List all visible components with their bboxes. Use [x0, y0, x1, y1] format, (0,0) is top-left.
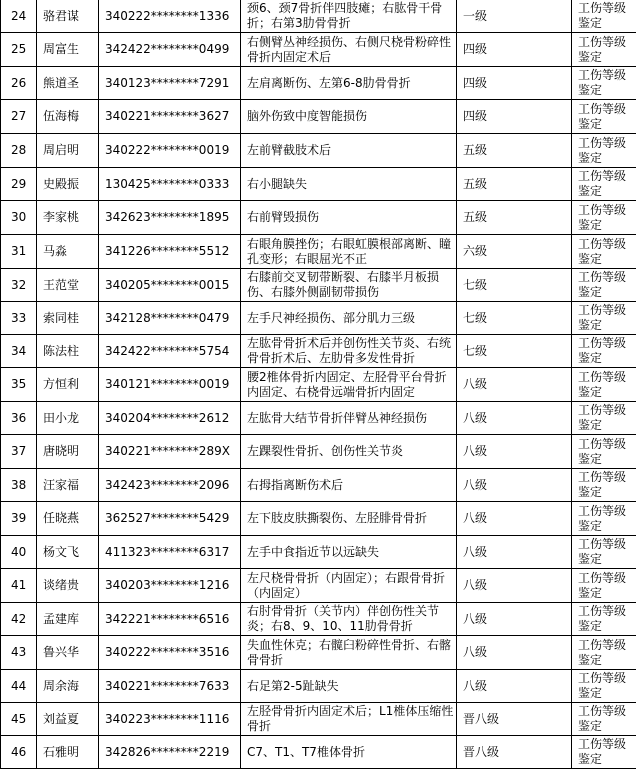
id-number-cell: 340123********7291 — [99, 67, 241, 100]
appraisal-type-cell: 工伤等级鉴定 — [572, 168, 636, 201]
table-row — [1, 368, 636, 402]
injury-cell: 右侧臂丛神经损伤、右侧尺桡骨粉碎性骨折内固定术后 — [241, 33, 457, 67]
injury-cell: 左胫骨骨折内固定术后；L1椎体压缩性骨折 — [241, 703, 457, 736]
appraisal-type-cell: 工伤等级鉴定 — [572, 134, 636, 168]
row-number-cell: 40 — [1, 536, 37, 569]
appraisal-type-cell: 工伤等级鉴定 — [572, 67, 636, 100]
table-row — [1, 100, 636, 134]
row-number-cell: 38 — [1, 469, 37, 502]
grade-cell: 八级 — [457, 402, 572, 435]
injury-cell: 右拇指离断伤术后 — [241, 469, 457, 502]
grade-cell: 一级 — [457, 0, 572, 33]
grade-cell: 六级 — [457, 235, 572, 269]
table-row — [1, 33, 636, 67]
id-number-cell: 342422********0499 — [99, 33, 241, 67]
grade-cell: 五级 — [457, 201, 572, 235]
id-number-cell: 340221********3627 — [99, 100, 241, 134]
id-number-cell: 340204********2612 — [99, 402, 241, 435]
name-cell: 汪家福 — [37, 469, 99, 502]
injury-cell: 左下肢皮肤撕裂伤、左胫腓骨骨折 — [241, 502, 457, 536]
table-row — [1, 235, 636, 269]
appraisal-type-cell: 工伤等级鉴定 — [572, 703, 636, 736]
grade-cell: 八级 — [457, 569, 572, 603]
name-cell: 骆君谋 — [37, 0, 99, 33]
table-row — [1, 201, 636, 235]
table-row — [1, 0, 636, 33]
grade-cell: 八级 — [457, 536, 572, 569]
table-row — [1, 536, 636, 569]
table-row — [1, 134, 636, 168]
table-row — [1, 435, 636, 469]
grade-cell: 八级 — [457, 502, 572, 536]
id-number-cell: 342423********2096 — [99, 469, 241, 502]
name-cell: 方恒利 — [37, 368, 99, 402]
table-row — [1, 67, 636, 100]
row-number-cell: 44 — [1, 670, 37, 703]
table-row — [1, 335, 636, 368]
injury-cell: 失血性休克；右髋臼粉碎性骨折、右髂骨骨折 — [241, 636, 457, 670]
name-cell: 刘益夏 — [37, 703, 99, 736]
injury-cell: 右肘骨骨折（关节内）伴创伤性关节炎；右8、9、10、11肋骨骨折 — [241, 603, 457, 636]
name-cell: 陈法柱 — [37, 335, 99, 368]
grade-cell: 七级 — [457, 335, 572, 368]
id-number-cell: 342128********0479 — [99, 302, 241, 335]
appraisal-type-cell: 工伤等级鉴定 — [572, 201, 636, 235]
row-number-cell: 27 — [1, 100, 37, 134]
injury-cell: 左手中食指近节以远缺失 — [241, 536, 457, 569]
injury-cell: 右足第2-5趾缺失 — [241, 670, 457, 703]
id-number-cell: 340205********0015 — [99, 269, 241, 302]
id-number-cell: 340222********1336 — [99, 0, 241, 33]
appraisal-type-cell: 工伤等级鉴定 — [572, 269, 636, 302]
appraisal-type-cell: 工伤等级鉴定 — [572, 302, 636, 335]
id-number-cell: 340223********1116 — [99, 703, 241, 736]
name-cell: 唐晓明 — [37, 435, 99, 469]
injury-cell: 腰2椎体骨折内固定、左胫骨平台骨折内固定、右桡骨远端骨折内固定 — [241, 368, 457, 402]
row-number-cell: 36 — [1, 402, 37, 435]
appraisal-type-cell: 工伤等级鉴定 — [572, 536, 636, 569]
row-number-cell: 26 — [1, 67, 37, 100]
appraisal-type-cell: 工伤等级鉴定 — [572, 435, 636, 469]
name-cell: 谈绪贵 — [37, 569, 99, 603]
injury-cell: 右小腿缺失 — [241, 168, 457, 201]
row-number-cell: 35 — [1, 368, 37, 402]
id-number-cell: 340221********7633 — [99, 670, 241, 703]
injury-cell: 左肱骨大结节骨折伴臂丛神经损伤 — [241, 402, 457, 435]
appraisal-type-cell: 工伤等级鉴定 — [572, 335, 636, 368]
grade-cell: 八级 — [457, 435, 572, 469]
table-row — [1, 502, 636, 536]
appraisal-type-cell: 工伤等级鉴定 — [572, 502, 636, 536]
name-cell: 任晓燕 — [37, 502, 99, 536]
name-cell: 杨文飞 — [37, 536, 99, 569]
grade-cell: 四级 — [457, 67, 572, 100]
row-number-cell: 45 — [1, 703, 37, 736]
appraisal-type-cell: 工伤等级鉴定 — [572, 235, 636, 269]
injury-cell: 左手尺神经损伤、部分肌力三级 — [241, 302, 457, 335]
appraisal-type-cell: 工伤等级鉴定 — [572, 100, 636, 134]
id-number-cell: 340222********3516 — [99, 636, 241, 670]
appraisal-type-cell: 工伤等级鉴定 — [572, 603, 636, 636]
table-row — [1, 402, 636, 435]
appraisal-type-cell: 工伤等级鉴定 — [572, 0, 636, 33]
id-number-cell: 362527********5429 — [99, 502, 241, 536]
id-number-cell: 130425********0333 — [99, 168, 241, 201]
injury-cell: 右前臂毁损伤 — [241, 201, 457, 235]
injury-cell: C7、T1、T7椎体骨折 — [241, 736, 457, 769]
grade-cell: 五级 — [457, 134, 572, 168]
grade-cell: 八级 — [457, 368, 572, 402]
id-number-cell: 340221********289X — [99, 435, 241, 469]
row-number-cell: 32 — [1, 269, 37, 302]
appraisal-type-cell: 工伤等级鉴定 — [572, 368, 636, 402]
injury-cell: 右膝前交叉韧带断裂、右膝半月板损伤、右膝外侧副韧带损伤 — [241, 269, 457, 302]
appraisal-type-cell: 工伤等级鉴定 — [572, 670, 636, 703]
row-number-cell: 43 — [1, 636, 37, 670]
name-cell: 周富生 — [37, 33, 99, 67]
table-row — [1, 636, 636, 670]
row-number-cell: 24 — [1, 0, 37, 33]
injury-cell: 左尺桡骨骨折（内固定）；右跟骨骨折（内固定） — [241, 569, 457, 603]
row-number-cell: 29 — [1, 168, 37, 201]
appraisal-type-cell: 工伤等级鉴定 — [572, 736, 636, 769]
injury-cell: 右眼角膜挫伤；右眼虹膜根部离断、瞳孔变形；右眼屈光不正 — [241, 235, 457, 269]
appraisal-type-cell: 工伤等级鉴定 — [572, 569, 636, 603]
table-row — [1, 569, 636, 603]
table-row — [1, 703, 636, 736]
injury-cell: 颈6、颈7骨折伴四肢瘫；右肱骨干骨折；右第3肋骨骨折 — [241, 0, 457, 33]
grade-cell: 八级 — [457, 469, 572, 502]
grade-cell: 七级 — [457, 302, 572, 335]
name-cell: 索同桂 — [37, 302, 99, 335]
row-number-cell: 39 — [1, 502, 37, 536]
grade-cell: 八级 — [457, 636, 572, 670]
grade-cell: 四级 — [457, 33, 572, 67]
injury-cell: 左肱骨骨折术后并创伤性关节炎、右统骨骨折术后、左肋骨多发性骨折 — [241, 335, 457, 368]
row-number-cell: 33 — [1, 302, 37, 335]
name-cell: 王范堂 — [37, 269, 99, 302]
row-number-cell: 31 — [1, 235, 37, 269]
grade-cell: 晋八级 — [457, 703, 572, 736]
row-number-cell: 30 — [1, 201, 37, 235]
table-row — [1, 736, 636, 769]
id-number-cell: 342221********6516 — [99, 603, 241, 636]
id-number-cell: 340121********0019 — [99, 368, 241, 402]
id-number-cell: 411323********6317 — [99, 536, 241, 569]
name-cell: 周余海 — [37, 670, 99, 703]
table-row — [1, 670, 636, 703]
name-cell: 周启明 — [37, 134, 99, 168]
name-cell: 李家桃 — [37, 201, 99, 235]
table-row — [1, 302, 636, 335]
row-number-cell: 46 — [1, 736, 37, 769]
appraisal-type-cell: 工伤等级鉴定 — [572, 636, 636, 670]
grade-cell: 四级 — [457, 100, 572, 134]
row-number-cell: 41 — [1, 569, 37, 603]
name-cell: 伍海梅 — [37, 100, 99, 134]
injury-cell: 左前臂截肢术后 — [241, 134, 457, 168]
row-number-cell: 34 — [1, 335, 37, 368]
table-row — [1, 168, 636, 201]
name-cell: 孟建库 — [37, 603, 99, 636]
injury-cell: 脑外伤致中度智能损伤 — [241, 100, 457, 134]
table-row — [1, 603, 636, 636]
id-number-cell: 342623********1895 — [99, 201, 241, 235]
injury-cell: 左肩离断伤、左第6-8肋骨骨折 — [241, 67, 457, 100]
id-number-cell: 342826********2219 — [99, 736, 241, 769]
row-number-cell: 28 — [1, 134, 37, 168]
name-cell: 田小龙 — [37, 402, 99, 435]
id-number-cell: 340222********0019 — [99, 134, 241, 168]
id-number-cell: 340203********1216 — [99, 569, 241, 603]
appraisal-type-cell: 工伤等级鉴定 — [572, 469, 636, 502]
table-body — [1, 0, 636, 769]
grade-cell: 八级 — [457, 670, 572, 703]
grade-cell: 七级 — [457, 269, 572, 302]
grade-cell: 五级 — [457, 168, 572, 201]
id-number-cell: 342422********5754 — [99, 335, 241, 368]
grade-cell: 八级 — [457, 603, 572, 636]
row-number-cell: 37 — [1, 435, 37, 469]
row-number-cell: 42 — [1, 603, 37, 636]
row-number-cell: 25 — [1, 33, 37, 67]
id-number-cell: 341226********5512 — [99, 235, 241, 269]
appraisal-type-cell: 工伤等级鉴定 — [572, 33, 636, 67]
grade-cell: 晋八级 — [457, 736, 572, 769]
name-cell: 史殿振 — [37, 168, 99, 201]
appraisal-type-cell: 工伤等级鉴定 — [572, 402, 636, 435]
name-cell: 马淼 — [37, 235, 99, 269]
table-row — [1, 469, 636, 502]
name-cell: 熊道圣 — [37, 67, 99, 100]
table-row — [1, 269, 636, 302]
injury-cell: 左踝裂性骨折、创伤性关节炎 — [241, 435, 457, 469]
name-cell: 石雅明 — [37, 736, 99, 769]
name-cell: 鲁兴华 — [37, 636, 99, 670]
